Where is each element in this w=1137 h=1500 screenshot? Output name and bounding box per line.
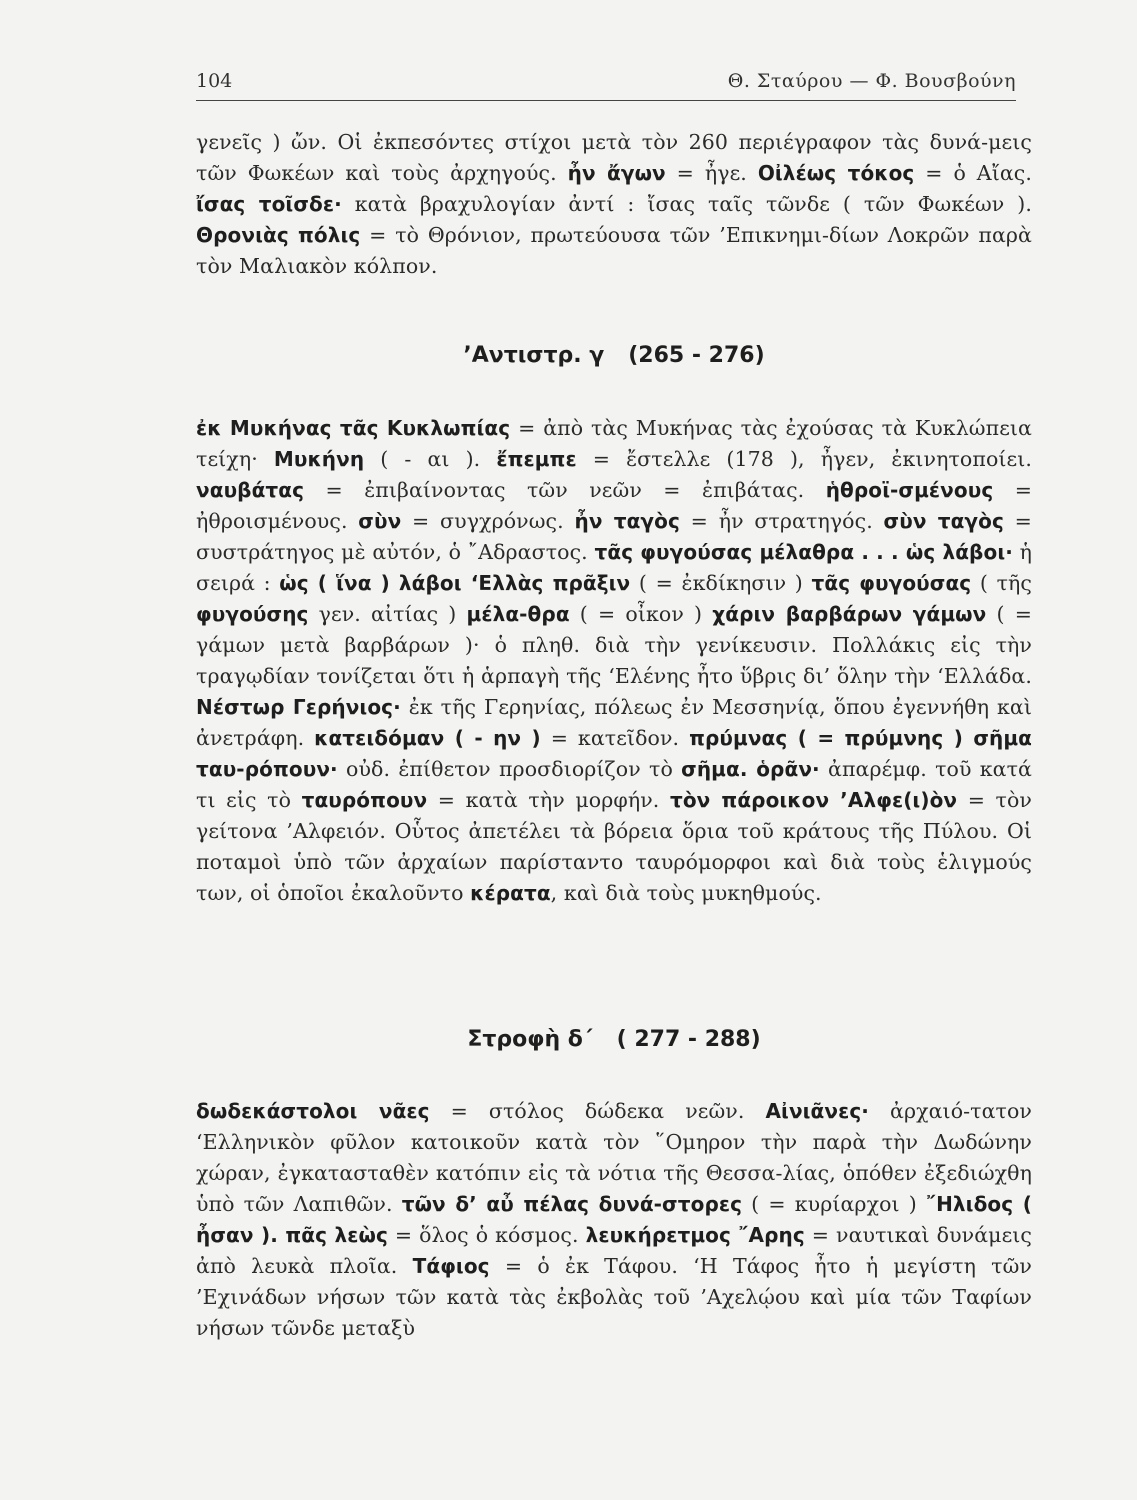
page-number: 104	[196, 70, 233, 92]
lemma-term: μέλα-θρα	[466, 602, 570, 626]
gloss-text: = τὸν γείτονα ’Αλφειόν. Οὗτος ἀπετέλει τὰ βόρεια ὅρια τοῦ κράτους τῆς Πύλου. Οἱ ποταμοὶ ὑπὸ τῶν ἀρχαίων παρίσταντο ταυρόμορφοι καὶ διὰ τοὺς ἑλιγμούς των, οἱ ὁποῖοι ἐκαλοῦντο	[196, 788, 1032, 905]
section-heading-strophe	[196, 1027, 1032, 1052]
lemma-term: σῆμα. ὁρᾶν·	[681, 757, 820, 781]
lemma-term: Μυκήνη	[273, 447, 365, 471]
running-head-authors: Θ. Σταύρου — Φ. Βουσβούνη	[727, 70, 1016, 92]
gloss-text: ( = γάμων μετὰ βαρβάρων )· ὁ πληθ. διὰ τὴν γενίκευσιν. Πολλάκις εἰς τὴν τραγῳδίαν τονίζεται ὅτι ἡ ἁρπαγὴ τῆς ‘Ελένης ἦτο ὕβρις δι’ ὅλην τὴν ‘Ελλάδα.	[196, 602, 1033, 688]
lemma-term: ῎Ηλιδος ( ἦσαν ). πᾶς λεὼς	[196, 1192, 1032, 1247]
lemma-term: ἔπεμπε	[496, 447, 577, 471]
section-heading-title: ’Αντιστρ. γ	[463, 343, 605, 368]
gloss-text: ( - αι ).	[364, 447, 497, 471]
lemma-term: τᾶς φυγούσας	[811, 571, 972, 595]
lemma-term: κατειδόμαν ( - ην )	[314, 726, 541, 750]
section-heading-title: Στροφὴ δ΄	[467, 1027, 593, 1052]
lemma-term: ἐκ Μυκήνας τᾶς Κυκλωπίας	[196, 416, 511, 440]
gloss-text: γενεῖς ) ὤν. Οἱ ἐκπεσόντες στίχοι μετὰ τὸν 260 περιέγραφον τὰς δυνά-	[196, 130, 989, 154]
commentary-paragraph-2	[196, 413, 1032, 909]
gloss-text: οὐδ. ἐπίθετον προσδιορίζον τὸ	[337, 757, 682, 781]
gloss-text: ( τῆς	[971, 571, 1032, 595]
gloss-text: = ναυτικαὶ δυνάμεις ἀπὸ λευκὰ πλοῖα.	[196, 1223, 1033, 1278]
gloss-text: ἐκ τῆς Γερηνίας, πόλεως ἐν Μεσσηνίᾳ, ὅπου ἐγεννήθη καὶ ἀνετράφη.	[196, 695, 1032, 750]
gloss-text: = κατὰ τὴν μορφήν.	[427, 788, 670, 812]
lemma-term: χάριν βαρβάρων γάμων	[712, 602, 987, 626]
lemma-term: ναυβάτας	[196, 478, 305, 502]
lemma-term: ὡς ( ἵνα ) λάβοι ‘Ελλὰς πρᾶξιν	[279, 571, 631, 595]
gloss-text: ( = οἶκον )	[569, 602, 713, 626]
lemma-term: ἦν ταγὸς	[574, 509, 680, 533]
lemma-term: τὸν πάροικον ’Αλφε(ι)ὸν	[669, 788, 958, 812]
gloss-text: = ἦγε.	[665, 161, 758, 185]
gloss-text: = ὅλος ὁ κόσμος.	[387, 1223, 586, 1247]
lemma-term: λευκήρετμος ῎Αρης	[585, 1223, 805, 1247]
lemma-term: Νέστωρ Γερήνιος·	[196, 695, 401, 719]
running-header	[196, 66, 1016, 101]
gloss-text: ἡ σειρά :	[196, 540, 1032, 595]
gloss-text: μεις τῶν Φωκέων καὶ τοὺς ἀρχηγούς.	[196, 130, 1032, 185]
commentary-paragraph-1	[196, 127, 1032, 282]
gloss-text: κατὰ βραχυλογίαν ἀντί : ἴσας ταῖς τῶνδε ( τῶν Φωκέων ).	[341, 192, 1032, 216]
gloss-text: = κατεῖδον.	[540, 726, 690, 750]
gloss-text: = ἔστελλε (178 ), ἦγεν, ἐκινητοποίει.	[576, 447, 1033, 471]
gloss-text: ( = ἐκδίκησιν )	[630, 571, 812, 595]
lemma-term: Τάφιος	[412, 1254, 490, 1278]
section-heading-range: ( 277 - 288)	[616, 1027, 761, 1052]
lemma-term: δωδεκάστολοι νᾶες	[196, 1099, 430, 1123]
gloss-text: = ὁ Αἴας.	[914, 161, 1032, 185]
gloss-text: γεν. αἰτίας )	[308, 602, 467, 626]
lemma-term: σὺν ταγὸς	[883, 509, 1004, 533]
gloss-text: = συγχρόνως.	[401, 509, 575, 533]
lemma-term: Αἰνιᾶνες·	[765, 1099, 870, 1123]
lemma-term: κέρατα	[470, 881, 551, 905]
lemma-term: ἴσας τοῖσδε·	[196, 192, 342, 216]
gloss-text: = ἐπιβαίνοντας τῶν νεῶν = ἐπιβάτας.	[304, 478, 826, 502]
gloss-text: = τὸ Θρόνιον, πρωτεύουσα τῶν ’Επικνημι-δίων Λοκρῶν παρὰ τὸν Μαλιακὸν κόλπον.	[196, 223, 1032, 278]
gloss-text: = ὁ ἐκ Τάφου. ‘Η Τάφος ἦτο ἡ μεγίστη τῶν ’Εχινάδων νήσων τῶν κατὰ τὰς ἐκβολὰς τοῦ ’Αχελῴου καὶ μία τῶν Ταφίων νήσων τῶνδε μεταξὺ	[196, 1254, 1032, 1340]
commentary-paragraph-3	[196, 1096, 1032, 1344]
lemma-term: Θρονιὰς πόλις	[196, 223, 361, 247]
lemma-term: τᾶς φυγούσας μέλαθρα . . . ὡς λάβοι·	[594, 540, 1013, 564]
gloss-text: ( = κυρίαρχοι )	[742, 1192, 926, 1216]
gloss-text: , καὶ διὰ τοὺς μυκηθμούς.	[550, 881, 822, 905]
lemma-term: φυγούσης	[196, 602, 309, 626]
lemma-term: Οἰλέως τόκος	[757, 161, 915, 185]
gloss-text: ἀρχαιό-τατον ‘Ελληνικὸν φῦλον κατοικοῦν κατὰ τὸν ῞Ομηρον τὴν παρὰ τὴν Δωδώνην χώραν, ἐγκατασταθὲν κατόπιν εἰς τὰ νότια τῆς Θεσσα-λίας, ὁπόθεν ἐξεδιώχθη ὑπὸ τῶν Λαπιθῶν.	[196, 1099, 1032, 1216]
gloss-text: = συστράτηγος μὲ αὐτόν, ὁ ῎Αδραστος.	[196, 509, 1032, 564]
lemma-term: ταυρόπουν	[301, 788, 428, 812]
lemma-term: ἡθροϊ-σμένους	[825, 478, 994, 502]
gloss-text: = στόλος δώδεκα νεῶν.	[429, 1099, 766, 1123]
section-heading-antistrophe	[196, 343, 1032, 368]
gloss-text: = ἦν στρατηγός.	[679, 509, 884, 533]
lemma-term: τῶν δ’ αὖ πέλας δυνά-στορες	[401, 1192, 743, 1216]
gloss-text: = ἠθροισμένους.	[196, 478, 1032, 533]
lemma-term: ἦν ἄγων	[567, 161, 666, 185]
section-heading-range: (265 - 276)	[628, 343, 765, 368]
lemma-term: σὺν	[358, 509, 402, 533]
gloss-text: ἀπαρέμφ. τοῦ κατά τι εἰς τὸ	[196, 757, 1033, 812]
lemma-term: πρύμνας ( = πρύμνης ) σῆμα ταυ-ρόπουν·	[196, 726, 1032, 781]
gloss-text: = ἀπὸ τὰς Μυκήνας τὰς ἐχούσας τὰ Κυκλώπεια τείχη·	[196, 416, 1032, 471]
